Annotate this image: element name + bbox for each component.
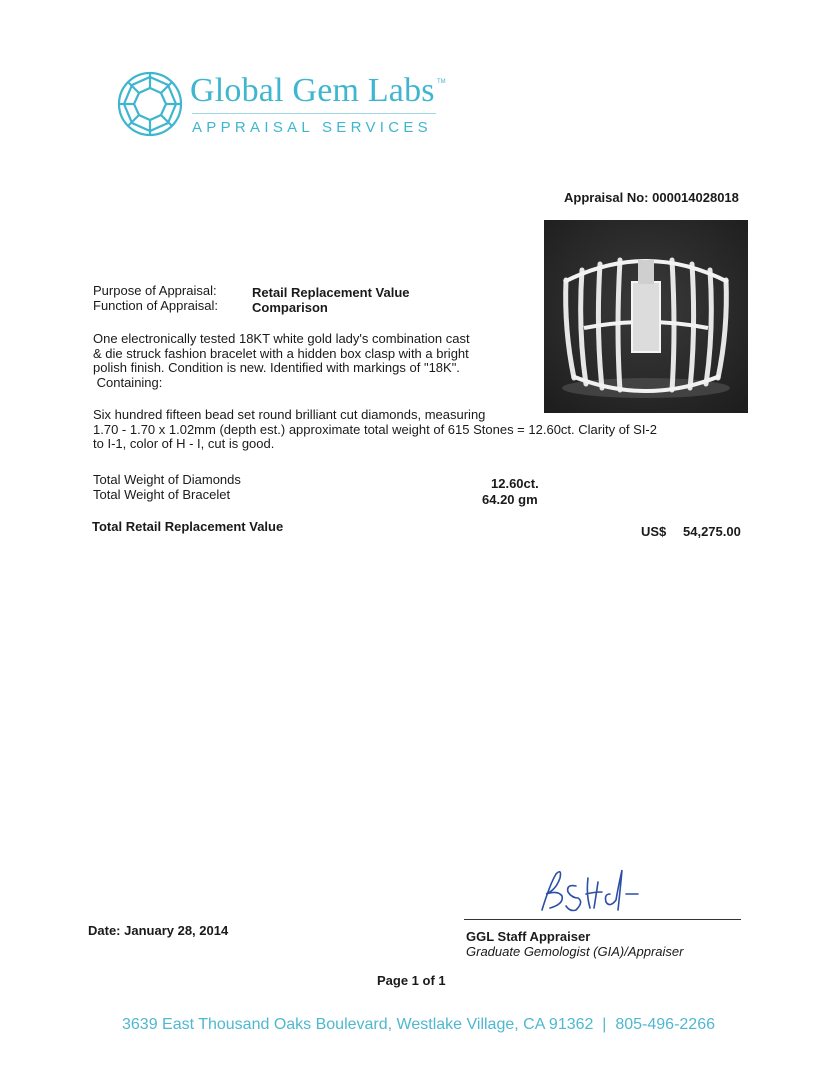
signature-line [464,919,741,920]
purpose-value: Retail Replacement Value [252,285,410,300]
diamond-line: to I-1, color of H - I, cut is good. [93,436,275,451]
page-number: Page 1 of 1 [377,973,446,988]
description-line: & die struck fashion bracelet with a hidden box clasp with a bright [93,345,469,361]
total-diamond-weight-value: 12.60ct. [491,476,539,491]
diamond-line: 1.70 - 1.70 x 1.02mm (depth est.) approximate total weight of 615 Stones = 12.60ct. Clarity of SI-2 [93,421,657,437]
appraisal-number: Appraisal No: 000014028018 [564,190,739,205]
description-line: One electronically tested 18KT white gold lady's combination cast [93,331,470,346]
brand-divider [192,113,436,114]
brand-name: Global Gem Labs [190,72,435,109]
gem-logo-icon [116,70,184,138]
description-line: Containing: [93,374,163,390]
total-diamond-weight-label: Total Weight of Diamonds [93,472,241,487]
purpose-label: Purpose of Appraisal: [93,283,217,298]
brand-trademark: TM [437,79,446,85]
replacement-amount: 54,275.00 [683,524,741,539]
description-text [93,332,470,390]
replacement-value-label: Total Retail Replacement Value [92,519,284,534]
description-line: polish finish. Condition is new. Identified with markings of "18K". [93,360,460,375]
function-label: Function of Appraisal: [93,298,219,313]
appraiser-credential: Graduate Gemologist (GIA)/Appraiser [466,944,684,959]
appraiser-signature [532,864,642,916]
currency-label: US$ [641,524,667,539]
brand-subtitle: APPRAISAL SERVICES [192,119,432,136]
footer-address: 3639 East Thousand Oaks Boulevard, Westlake Village, CA 91362 | 805-496-2266 [122,1016,715,1033]
total-bracelet-weight-value: 64.20 gm [482,492,538,507]
function-value: Comparison [252,300,328,315]
appraiser-title: GGL Staff Appraiser [466,929,591,944]
appraisal-date: Date: January 28, 2014 [88,923,229,938]
total-bracelet-weight-label: Total Weight of Bracelet [93,487,231,502]
diamond-description [93,408,657,452]
diamond-line: Six hundred fifteen bead set round brilliant cut diamonds, measuring [93,407,486,422]
bracelet-photo [544,220,748,413]
